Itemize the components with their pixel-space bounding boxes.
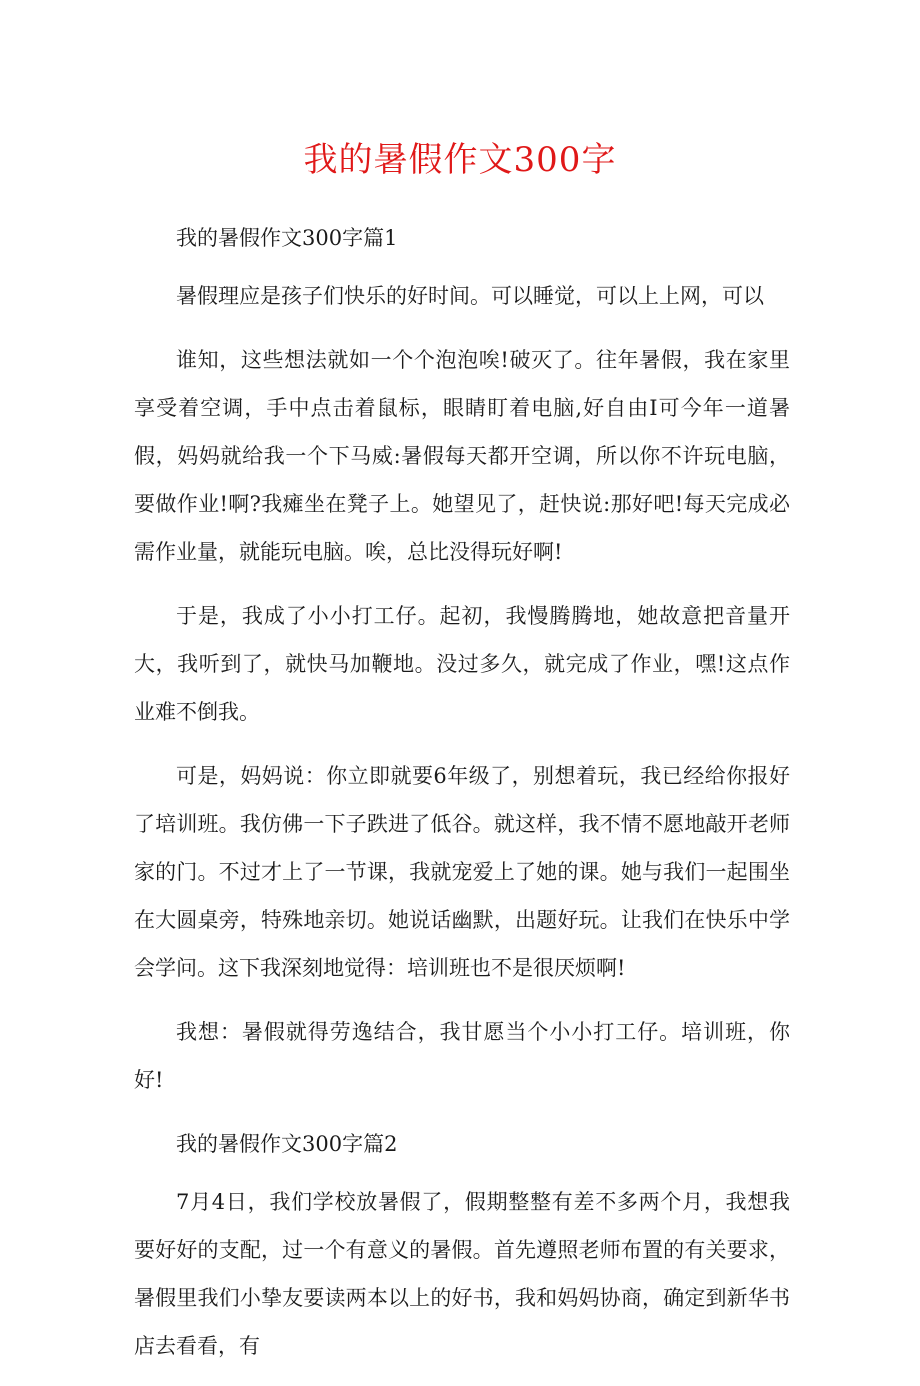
paragraph: 可是，妈妈说：你立即就要6年级了，别想着玩，我已经给你报好了培训班。我仿佛一下子跌进了低谷。就这样，我不情不愿地敲开老师家的门。不过才上了一节课，我就宠爱上了她的课。她与我们一起围坐在大圆桌旁，特殊地亲切。她说话幽默，出题好玩。让我们在快乐中学会学问。这下我深刻地觉得：培训班也不是很厌烦啊! [134,764,790,980]
paragraph: 暑假理应是孩子们快乐的好时间。可以睡觉，可以上上网，可以 [176,284,764,308]
paragraph: 于是，我成了小小打工仔。起初，我慢腾腾地，她故意把音量开大，我听到了，就快马加鞭地。没过多久，就完成了作业，嘿!这点作业难不倒我。 [134,604,790,724]
paragraph: 7月4日，我们学校放暑假了，假期整整有差不多两个月，我想我要好好的支配，过一个有意义的暑假。首先遵照老师布置的有关要求，暑假里我们小挚友要读两本以上的好书，我和妈妈协商，确定到新华书店去看看，有 [134,1190,790,1358]
paragraph: 谁知，这些想法就如一个个泡泡唉!破灭了。往年暑假，我在家里享受着空调，手中点击着鼠标，眼睛盯着电脑,好自由I可今年一道暑假，妈妈就给我一个下马威:暑假每天都开空调，所以你不许玩电脑，要做作业!啊?我瘫坐在凳子上。她望见了，赶快说:那好吧!每天完成必需作业量，就能玩电脑。唉，总比没得玩好啊! [134,348,790,564]
paragraph: 我想：暑假就得劳逸结合，我甘愿当个小小打工仔。培训班，你好! [134,1020,790,1092]
document-title: 我的暑假作文300字 [303,140,617,180]
section-heading: 我的暑假作文300字篇1 [176,226,398,250]
section-heading: 我的暑假作文300字篇2 [176,1132,398,1156]
document-body [134,214,790,1386]
